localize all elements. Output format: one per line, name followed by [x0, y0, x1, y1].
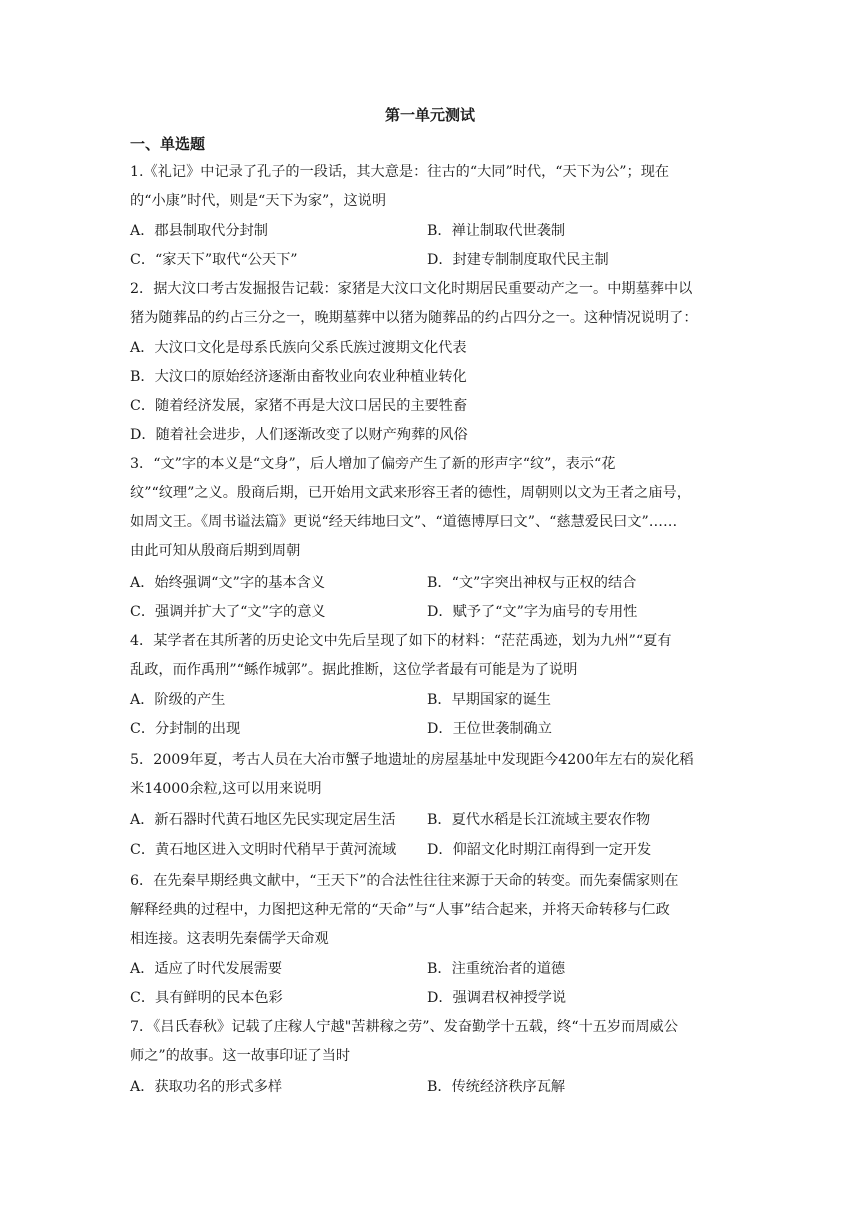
- option-d: D．王位世袭制确立: [427, 721, 552, 737]
- question-line: 2．据大汶口考古发掘报告记载：家猪是大汶口文化时期居民重要动产之一。中期墓葬中以: [130, 281, 693, 297]
- question-5-stem: [130, 746, 730, 804]
- question-1-stem: [130, 158, 730, 216]
- option-c: C．黄石地区进入文明时代稍早于黄河流域: [130, 842, 397, 858]
- question-line: 解释经典的过程中，力图把这种无常的“天命”与“人事”结合起来，并将天命转移与仁政: [130, 902, 670, 918]
- option-c: C．强调并扩大了“文”字的意义: [130, 604, 326, 620]
- option-c: C．具有鲜明的民本色彩: [130, 990, 283, 1006]
- question-line: 3．“文”字的本义是“文身”，后人增加了偏旁产生了新的形声字“纹”，表示“花: [130, 456, 616, 472]
- question-6-stem: [130, 867, 730, 954]
- option-b: B．注重统治者的道德: [427, 961, 566, 977]
- option-a: A．新石器时代黄石地区先民实现定居生活: [130, 812, 396, 828]
- question-line: 1.《礼记》中记录了孔子的一段话，其大意是：往古的“大同”时代，“天下为公”；现在: [130, 164, 670, 180]
- question-line: 乱政，而作禹刑”“鲧作城郭”。据此推断，这位学者最有可能是为了说明: [130, 662, 578, 678]
- section-heading: 一、单选题: [130, 135, 206, 153]
- question-2-stem: [130, 275, 730, 333]
- question-line: 4．某学者在其所著的历史论文中先后呈现了如下的材料：“茫茫禹迹，划为九州”“夏有: [130, 633, 672, 649]
- option-a: A．适应了时代发展需要: [130, 961, 283, 977]
- page-title: 第一单元测试: [384, 106, 475, 124]
- question-3-stem: [130, 450, 730, 566]
- option-d: D．赋予了“文”字为庙号的专用性: [427, 604, 638, 620]
- question-4-stem: [130, 627, 730, 685]
- option-b: B．大汶口的原始经济逐渐由畜牧业向农业种植业转化: [130, 369, 467, 385]
- option-b: B．禅让制取代世袭制: [427, 223, 566, 239]
- option-a: A．获取功名的形式多样: [130, 1079, 283, 1095]
- option-d: D．封建专制制度取代民主制: [427, 252, 609, 268]
- option-d: D．强调君权神授学说: [427, 990, 567, 1006]
- option-b: B．“文”字突出神权与正权的结合: [427, 575, 637, 591]
- option-c: C．分封制的出现: [130, 721, 241, 737]
- question-7-stem: [130, 1013, 730, 1071]
- question-line: 师之”的故事。这一故事印证了当时: [130, 1048, 351, 1064]
- option-a: A．始终强调“文”字的基本含义: [130, 575, 326, 591]
- option-d: D．仰韶文化时期江南得到一定开发: [427, 842, 652, 858]
- option-b: B．早期国家的诞生: [427, 692, 551, 708]
- question-line: 的“小康”时代，则是“天下为家”，这说明: [130, 193, 387, 209]
- option-c: C．随着经济发展，家猪不再是大汶口居民的主要牲畜: [130, 398, 468, 414]
- option-a: A．阶级的产生: [130, 692, 226, 708]
- question-line: 纹”“纹理”之义。殷商后期，已开始用文武来形容王者的德性，周朝则以文为王者之庙号，: [130, 485, 691, 501]
- option-b: B．传统经济秩序瓦解: [427, 1079, 566, 1095]
- option-b: B．夏代水稻是长江流域主要农作物: [427, 812, 651, 828]
- option-a: A．郡县制取代分封制: [130, 223, 268, 239]
- question-line: 米14000余粒,这可以用来说明: [130, 781, 322, 797]
- option-a: A．大汶口文化是母系氏族向父系氏族过渡期文化代表: [130, 340, 467, 356]
- question-line: 由此可知从殷商后期到周朝: [130, 543, 301, 559]
- question-line: 如周文王。《周书谥法篇》更说“经天纬地曰文”、“道德博厚曰文”、“慈慧爱民曰文”……: [130, 514, 678, 530]
- question-line: 猪为随葬品的约占三分之一，晚期墓葬中以猪为随葬品的约占四分之一。这种情况说明了：: [130, 310, 698, 326]
- question-line: 7．《吕氏春秋》记载了庄稼人宁越"苦耕稼之劳”、发奋勤学十五载，终“十五岁而周威公: [130, 1019, 678, 1035]
- question-line: 6．在先秦早期经典文献中，“王天下”的合法性往往来源于天命的转变。而先秦儒家则在: [130, 873, 679, 889]
- option-d: D．随着社会进步，人们逐渐改变了以财产殉葬的风俗: [130, 427, 468, 443]
- question-line: 5．2009年夏，考古人员在大冶市蟹子地遗址的房屋基址中发现距今4200年左右的炭化稻: [130, 752, 694, 768]
- question-line: 相连接。这表明先秦儒学天命观: [130, 931, 329, 947]
- option-c: C．“家天下”取代“公天下”: [130, 252, 298, 268]
